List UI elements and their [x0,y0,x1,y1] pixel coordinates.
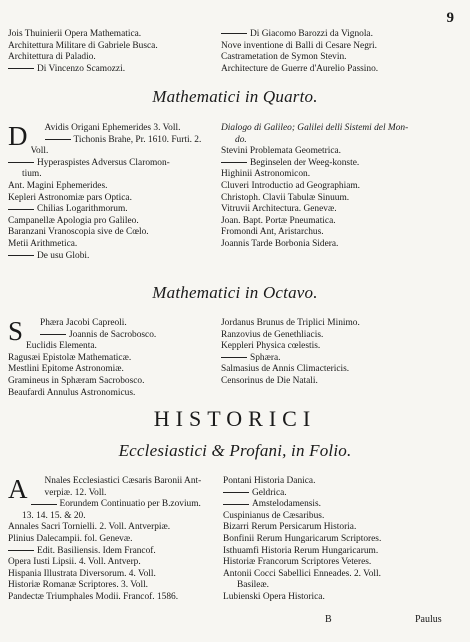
drop-cap-a: A [8,474,28,504]
quarto-heading: Mathematici in Quarto. [152,87,318,106]
catalog-entry [8,227,218,239]
quarto-left-list [8,123,218,262]
catalog-entry [221,135,461,147]
entry-text: Jordanus Brunus de Triplici Minimo. [221,318,360,328]
entry-text: Historiæ Francorum Scriptores Veteres. [223,557,372,568]
quarto-right-column [221,123,461,251]
entry-text: 13. 14. 15. & 20. [22,510,86,521]
entry-text: Jois Thuinierii Opera Mathematica. [8,29,142,39]
catalog-entry [223,546,463,558]
octavo-left-list [8,318,218,399]
entry-text: Eorundem Continuatio per B.zovium. [59,499,201,510]
entry-text: Ranzovius de Genethliacis. [221,329,324,340]
entry-text: Voll. [30,146,49,157]
catalog-entry [8,522,220,534]
entry-text: De usu Globi. [37,250,90,261]
repeat-dash [40,334,66,335]
catalog-entry [8,169,218,181]
catalog-entry [223,557,463,569]
catalog-entry [8,41,218,53]
entry-text: Mestlini Epitome Astronomiæ. [8,364,124,375]
entry-text: Geldrica. [252,487,287,498]
catalog-entry [221,318,461,330]
catalog-entry [8,251,218,263]
entry-text: Ragusæi Epistolæ Mathematicæ. [8,352,132,363]
entry-text: Sphæra. [250,352,281,363]
catalog-entry [221,204,461,216]
catalog-entry [8,193,218,205]
entry-text: Stevini Problemata Geometrica. [221,146,342,157]
catalog-entry [8,239,218,251]
historici-left-list [8,476,220,604]
catalog-entry [221,193,461,205]
octavo-right-column [221,318,461,388]
entry-text: Plinius Dalecampii. fol. Genevæ. [8,533,133,544]
entry-text: do. [235,134,247,145]
catalog-entry [221,181,461,193]
entry-text: Phæra Jacobi Capreoli. [40,318,127,328]
catalog-entry [221,123,461,135]
catalog-entry [221,227,461,239]
entry-text: Dialogo di Galileo; Galilei delli Sistemi del Mon- [221,123,409,133]
catalog-entry [221,330,461,342]
catalog-entry [31,146,219,158]
catalog-entry [221,146,461,158]
catalog-entry [223,592,463,604]
catalog-entry [223,569,463,581]
catalog-entry [31,135,219,147]
top-left-column [8,29,218,75]
entry-text: Joan. Bapt. Portæ Pneumatica. [221,215,336,226]
catalog-entry [223,580,463,592]
entry-text: Edit. Basiliensis. Idem Francof. [37,545,156,556]
catalog-entry [8,29,218,41]
entry-text: Censorinus de Die Natali. [221,375,318,386]
catalog-entry [223,522,463,534]
repeat-dash [8,255,34,256]
historici-left-column [8,476,220,604]
entry-text: Isthuamfi Historia Rerum Hungaricarum. [223,545,379,556]
catalog-entry [26,318,218,330]
entry-text: verpiæ. 12. Voll. [44,487,107,498]
catalog-entry [221,353,461,365]
entry-text: Cuspinianus de Cæsaribus. [223,510,325,521]
entry-text: Highinii Astronomicon. [221,169,311,180]
repeat-dash [221,162,247,163]
repeat-dash [8,162,34,163]
catalog-entry [26,330,218,342]
octavo-left-column [8,318,218,399]
catalog-entry [8,557,220,569]
catalog-entry [8,569,220,581]
entry-text: Baranzani Vranoscopia sive de Cœlo. [8,227,149,238]
catalog-entry [221,158,461,170]
repeat-dash [45,139,71,140]
catalog-entry [221,29,461,41]
catalog-entry [223,476,463,488]
top-right-column [221,29,461,75]
page-number: 9 [446,10,454,26]
entry-text: tium. [22,169,42,180]
drop-cap-s: S [8,316,24,346]
catalog-entry [8,388,218,400]
entry-text: Beginselen der Weeg-konste. [250,157,360,168]
repeat-dash [8,209,34,210]
catchword: Paulus [415,614,442,625]
repeat-dash [8,550,34,551]
repeat-dash [223,504,249,505]
catalog-entry [8,546,220,558]
entry-text: Basileæ. [237,580,270,591]
entry-text: Joannis Tarde Borbonia Sidera. [221,238,339,249]
catalog-entry [31,123,219,135]
signature-mark: B [325,614,332,625]
entry-text: Architettura Militare di Gabriele Busca. [8,40,158,51]
entry-text: Joannis de Sacrobosco. [69,329,157,340]
entry-text: Di Giacomo Barozzi da Vignola. [250,29,373,39]
drop-cap-d: D [8,121,28,151]
historici-right-column [223,476,463,604]
entry-text: Kepleri Astronomiæ pars Optica. [8,192,132,203]
historici-heading: Ecclesiastici & Profani, in Folio. [118,441,352,460]
catalog-entry [221,376,461,388]
entry-text: Hyperaspistes Adversus Claromon- [37,157,170,168]
catalog-entry [8,64,218,76]
entry-text: Chilias Logarithmorum. [37,204,128,215]
catalog-entry [223,534,463,546]
catalog-entry [8,181,218,193]
entry-text: Architecture de Guerre d'Aurelio Passino. [221,63,379,74]
entry-text: Pontani Historia Danica. [223,476,316,486]
repeat-dash [31,504,57,505]
entry-text: Annales Sacri Tornielli. 2. Voll. Antverpiæ. [8,522,171,533]
catalog-entry [8,216,218,228]
catalog-entry [31,499,221,511]
entry-text: Pandectæ Triumphales Modii. Francof. 1586. [8,591,179,602]
catalog-entry [8,592,220,604]
entry-text: Di Vincenzo Scamozzi. [37,63,126,74]
entry-text: Antonii Cocci Sabellici Enneades. 2. Voll. [223,568,381,579]
entry-text: Campanellæ Apologia pro Galileo. [8,215,139,226]
entry-text: Fromondi Ant, Aristarchus. [221,227,324,238]
entry-text: Castrametation de Symon Stevin. [221,52,347,63]
catalog-entry [31,476,221,488]
catalog-entry [8,534,220,546]
entry-text: Gramineus in Sphæram Sacrobosco. [8,375,145,386]
repeat-dash [221,33,247,34]
entry-text: Salmasius de Annis Climactericis. [221,364,350,375]
entry-text: Lubienski Opera Historica. [223,591,325,602]
entry-text: Tichonis Brahe, Pr. 1610. Furti. 2. [73,134,202,145]
catalog-entry [221,239,461,251]
entry-text: Euclidis Elementa. [26,341,97,352]
catalog-entry [8,158,218,170]
catalog-entry [223,499,463,511]
catalog-entry [8,52,218,64]
entry-text: Avidis Origani Ephemerides 3. Voll. [44,123,181,133]
catalog-entry [8,364,218,376]
entry-text: Nove inventione di Balli di Cesare Negri. [221,40,377,51]
catalog-entry [221,52,461,64]
entry-text: Historiæ Romanæ Scriptores. 3. Voll. [8,580,149,591]
entry-text: Bonfinii Rerum Hungaricarum Scriptores. [223,533,382,544]
entry-text: Metii Arithmetica. [8,238,78,249]
catalog-entry [8,580,220,592]
catalog-entry [8,511,220,523]
catalog-entry [221,364,461,376]
entry-text: Beaufardi Annulus Astronomicus. [8,387,136,398]
catalog-entry [223,488,463,500]
entry-text: Bizarri Rerum Persicarum Historia. [223,522,357,533]
entry-text: Ant. Magini Ephemerides. [8,180,108,191]
entry-text: Nnales Ecclesiastici Cæsaris Baronii Ant- [44,476,202,486]
entry-text: Cluveri Introductio ad Geographiam. [221,180,361,191]
entry-text: Opera Iusti Lipsii. 4. Voll. Antverp. [8,557,141,568]
catalog-entry [8,353,218,365]
octavo-heading: Mathematici in Octavo. [152,283,318,302]
catalog-entry [221,341,461,353]
entry-text: Christoph. Clavii Tabulæ Sinuum. [221,192,350,203]
catalog-entry [223,511,463,523]
entry-text: Hispania Illustrata Diversorum. 4. Voll. [8,568,156,579]
quarto-left-column [8,123,218,262]
repeat-dash [221,357,247,358]
repeat-dash [8,68,34,69]
catalog-entry [221,216,461,228]
catalog-entry [221,169,461,181]
catalog-entry [26,341,218,353]
catalog-entry [8,204,218,216]
catalog-entry [31,488,221,500]
catalog-entry [221,41,461,53]
entry-text: Keppleri Physica cœlestis. [221,341,321,352]
catalog-entry [8,376,218,388]
historici-title: HISTORICI [153,406,317,431]
entry-text: Vitruvii Architectura. Genevæ. [221,204,337,215]
catalog-entry [221,64,461,76]
entry-text: Architettura di Paladio. [8,52,96,63]
entry-text: Amstelodamensis. [252,499,322,510]
repeat-dash [223,492,249,493]
